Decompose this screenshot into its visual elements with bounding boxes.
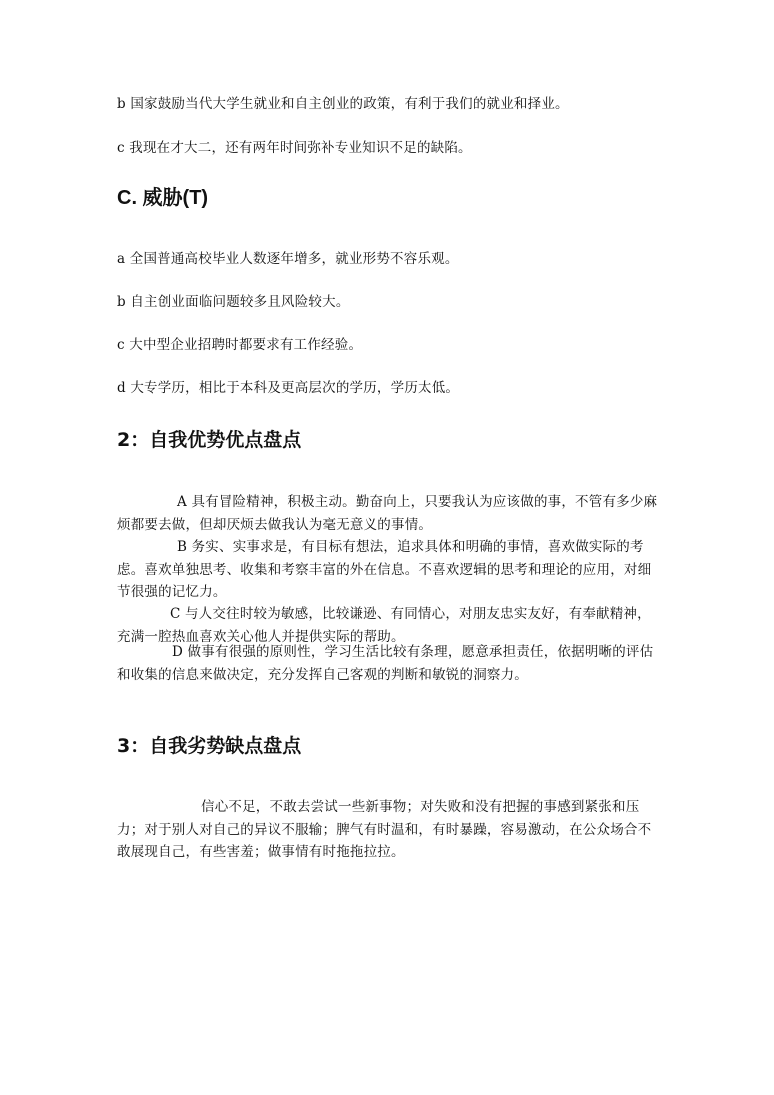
opportunity-item-c: c 我现在才大二，还有两年时间弥补专业知识不足的缺陷。 (117, 140, 472, 156)
strength-paragraph-a: A 具有冒险精神，积极主动。勤奋向上，只要我认为应该做的事，不管有多少麻烦都要去做，但却厌烦去做我认为毫无意义的事情。 (117, 494, 658, 533)
weaknesses-heading: 3：自我劣势缺点盘点 (117, 735, 302, 757)
threat-item-c: c 大中型企业招聘时都要求有工作经验。 (117, 337, 363, 353)
strength-paragraph-d: D 做事有很强的原则性，学习生活比较有条理，愿意承担责任，依据明晰的评估和收集的信息来做决定，充分发挥自己客观的判断和敏锐的洞察力。 (117, 644, 654, 683)
opportunity-item-b: b 国家鼓励当代大学生就业和自主创业的政策，有利于我们的就业和择业。 (117, 96, 569, 112)
strength-paragraph-c: C 与人交往时较为敏感，比较谦逊、有同情心，对朋友忠实友好，有奉献精神，充满一腔热血喜欢关心他人并提供实际的帮助。 (117, 606, 651, 645)
threat-item-d: d 大专学历，相比于本科及更高层次的学历，学历太低。 (117, 380, 460, 396)
threat-item-a: a 全国普通高校毕业人数逐年增多，就业形势不容乐观。 (117, 251, 459, 267)
weakness-paragraph: 信心不足，不敢去尝试一些新事物；对失败和没有把握的事感到紧张和压力；对于别人对自己的异议不服输；脾气有时温和，有时暴躁，容易激动，在公众场合不敢展现自己，有些害羞；做事情有时拖拖拉拉。 (117, 799, 652, 860)
strengths-heading: 2：自我优势优点盘点 (117, 429, 302, 451)
threat-item-b: b 自主创业面临问题较多且风险较大。 (117, 294, 350, 310)
threats-heading: C. 威胁(T) (117, 187, 209, 209)
strength-paragraph-b: B 务实、实事求是，有目标有想法，追求具体和明确的事情，喜欢做实际的考虑。喜欢单独思考、收集和考察丰富的外在信息。不喜欢逻辑的思考和理论的应用，对细节很强的记忆力。 (117, 539, 652, 600)
